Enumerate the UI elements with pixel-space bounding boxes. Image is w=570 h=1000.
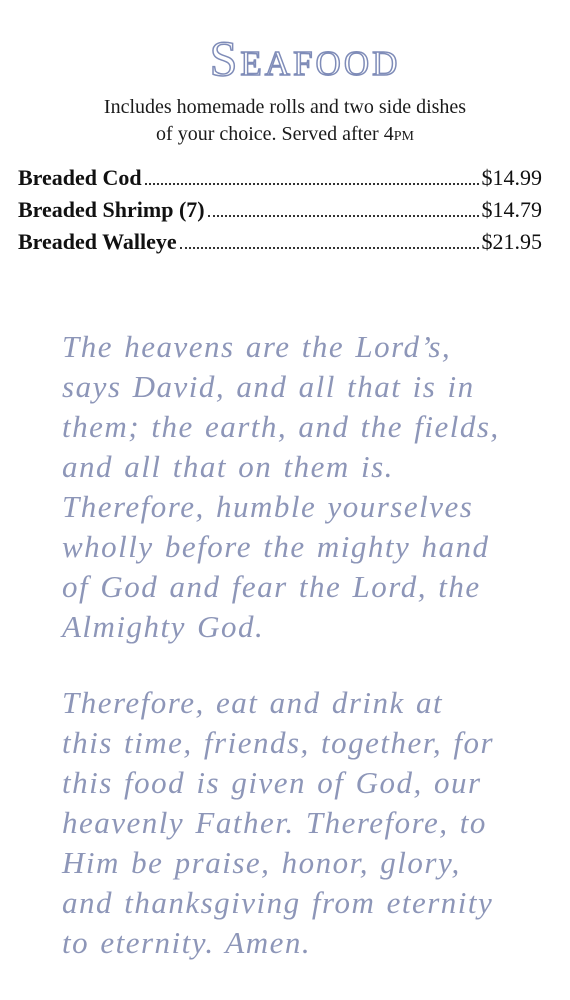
prayer-line: Almighty God. [62,609,265,644]
description-time-suffix: pm [393,123,414,145]
prayer-line: Therefore, eat and drink at [62,685,444,720]
menu-item-name: Breaded Cod [18,165,142,190]
prayer-line: them; the earth, and the fields, [62,409,500,444]
prayer-line: says David, and all that is in [62,369,475,404]
dot-leader [180,246,479,249]
menu-item-breaded-shrimp [18,194,542,226]
section-description [0,94,570,148]
prayer-line: this food is given of God, our [62,765,482,800]
prayer-line: Him be praise, honor, glory, [62,845,461,880]
prayer-paragraph-1 [62,327,532,647]
prayer-line: and thanksgiving from eternity [62,885,494,920]
prayer-line: Therefore, humble yourselves [62,489,474,524]
menu-item-breaded-cod [18,162,542,194]
dot-leader [208,214,479,217]
menu-item-name: Breaded Walleye [18,229,177,254]
prayer-line: to eternity. Amen. [62,925,312,960]
description-line-2-text: of your choice. Served after 4 [156,123,394,145]
prayer-paragraph-2 [62,683,532,963]
menu-item-name: Breaded Shrimp (7) [18,197,205,222]
menu-item-price: $14.79 [481,197,542,222]
prayer-line: heavenly Father. Therefore, to [62,805,487,840]
dot-leader [145,182,479,185]
section-title: Seafood [209,30,401,86]
menu-item-price: $21.95 [481,229,542,254]
description-line-2 [0,121,570,148]
prayer-line: and all that on them is. [62,449,394,484]
menu-item-price: $14.99 [481,165,542,190]
prayer-line: of God and fear the Lord, the [62,569,481,604]
prayer-line: this time, friends, together, for [62,725,495,760]
prayer-line: wholly before the mighty hand [62,529,490,564]
menu-item-breaded-walleye [18,226,542,258]
menu-list [18,162,542,258]
prayer-line: The heavens are the Lord’s, [62,329,452,364]
description-line-1: Includes homemade rolls and two side dishes [103,96,467,118]
